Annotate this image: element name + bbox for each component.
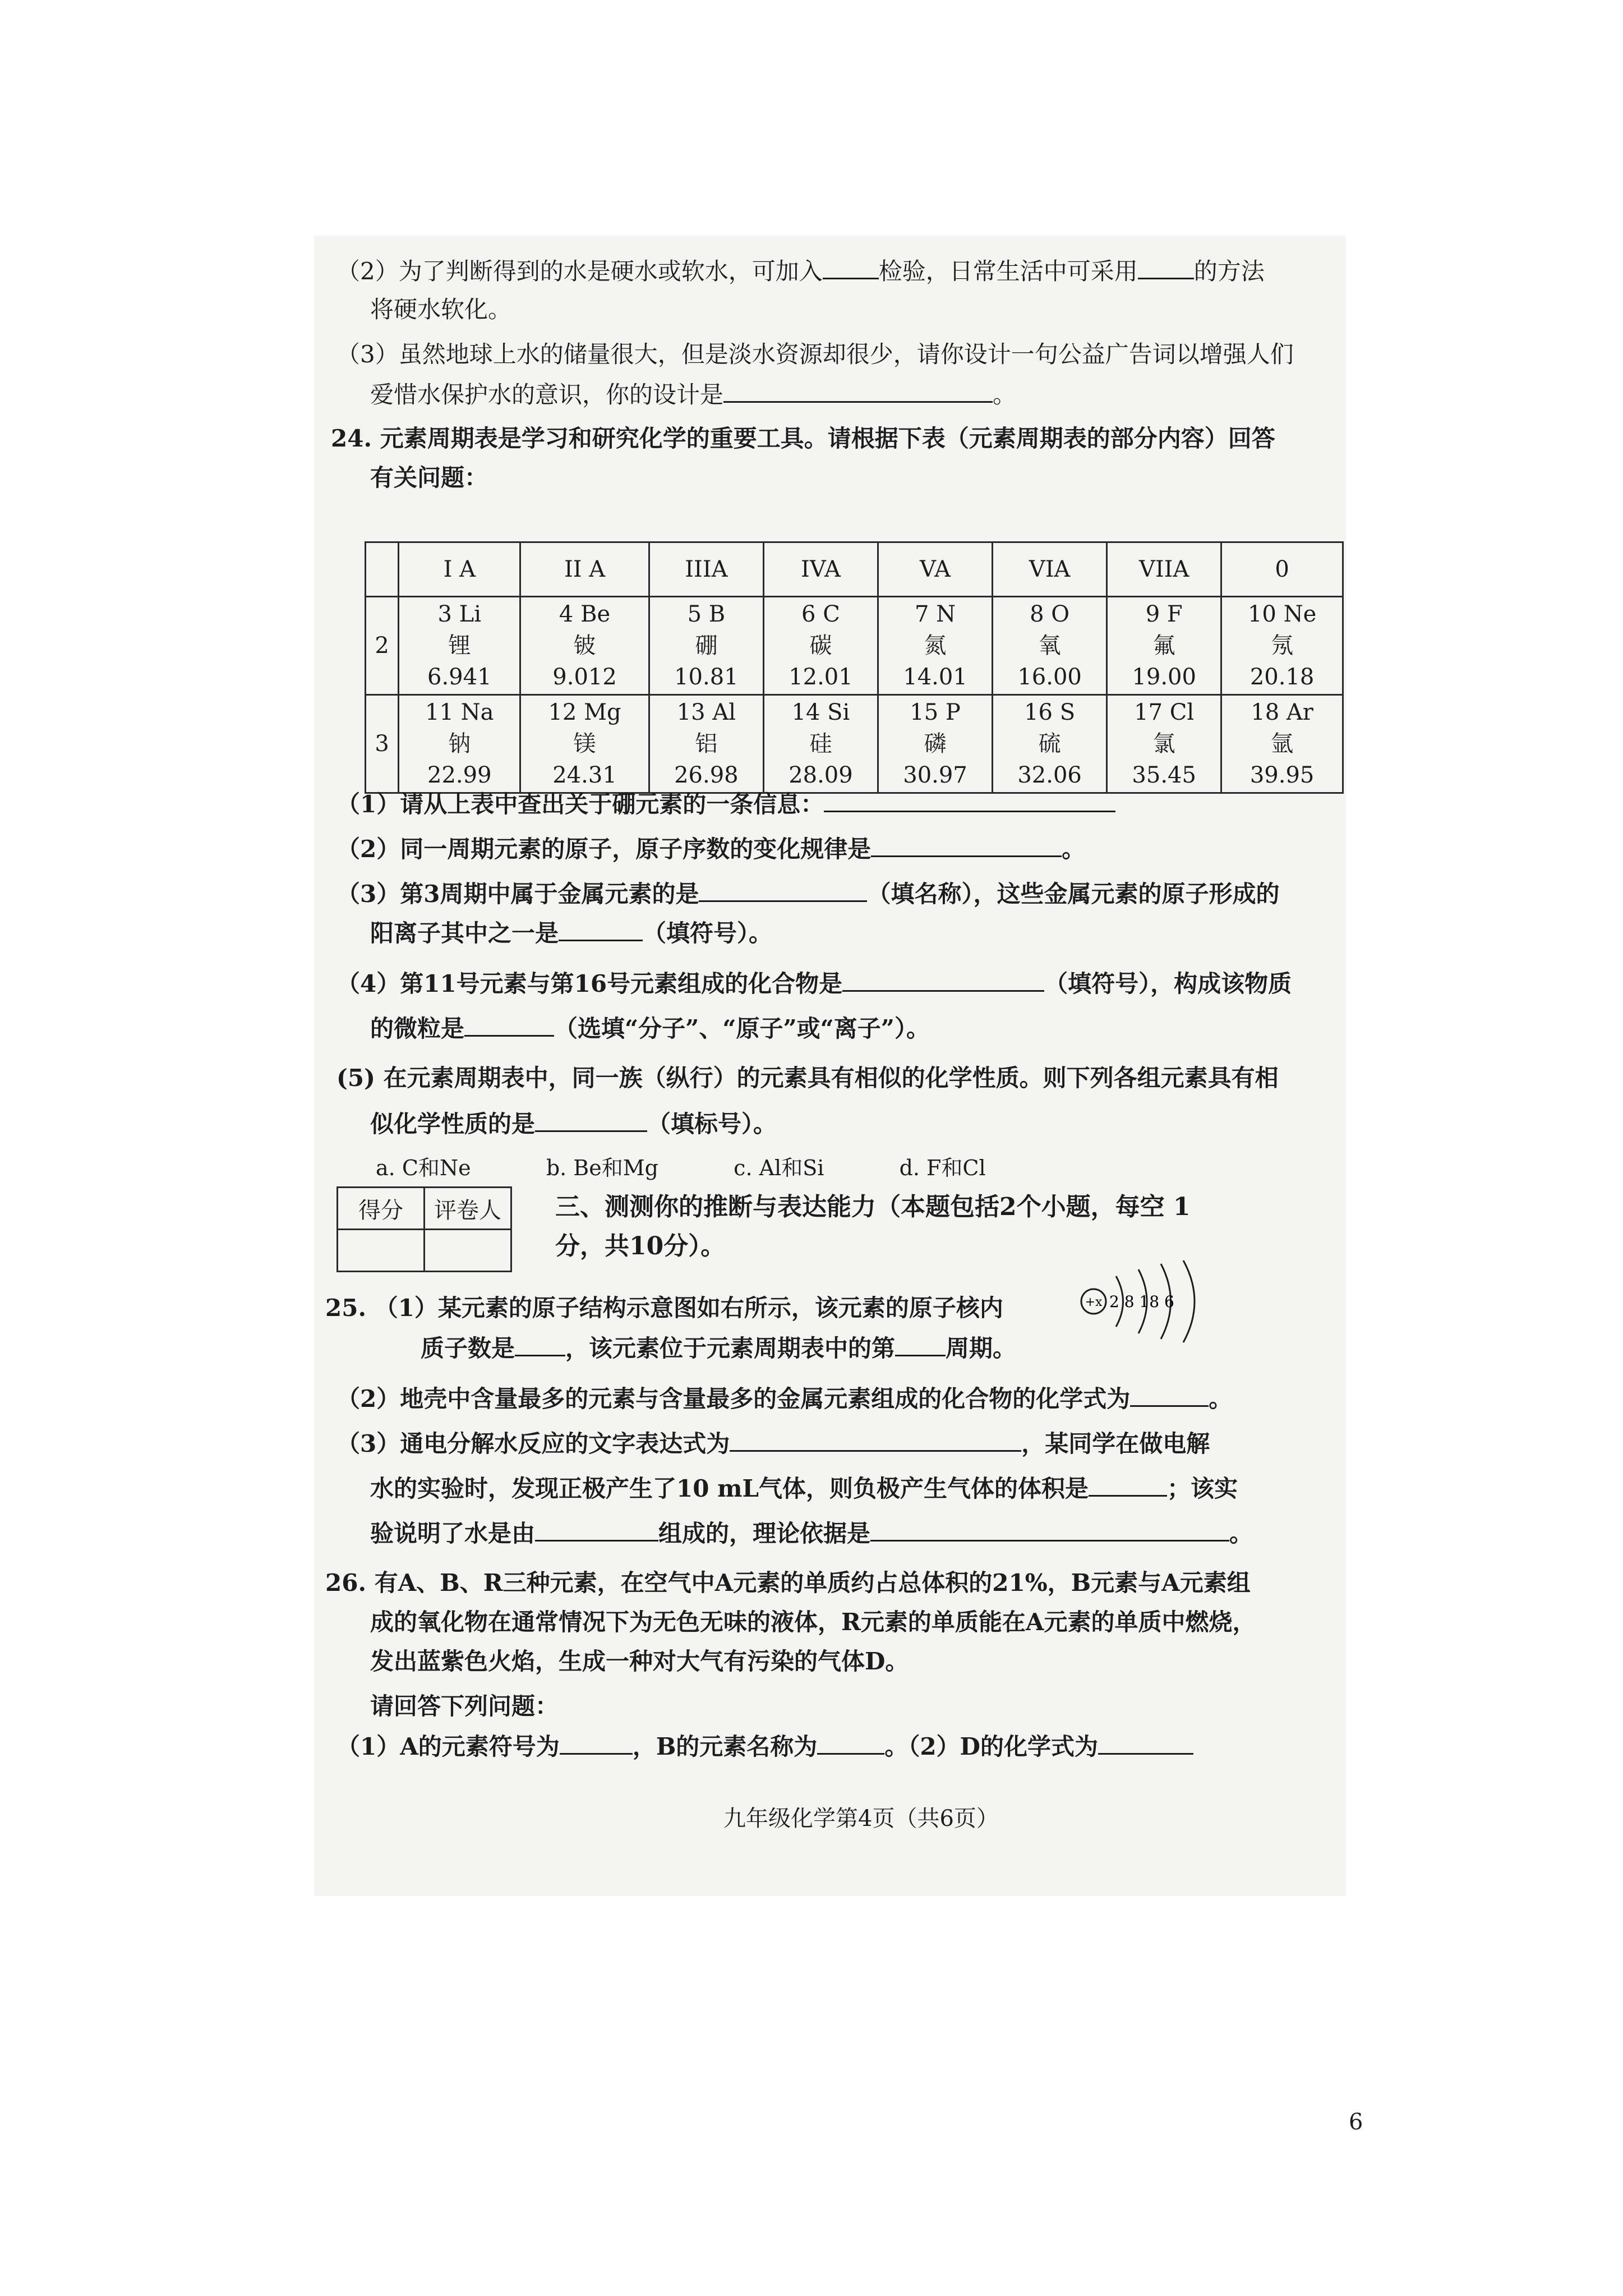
- header-cell: VIA: [993, 542, 1107, 597]
- score-box: [336, 1186, 512, 1272]
- page-footer: 九年级化学第4页（共6页）: [723, 1806, 999, 1832]
- q24-options: [376, 1153, 986, 1183]
- answer-blank[interactable]: [464, 1013, 554, 1037]
- answer-blank[interactable]: [535, 1517, 658, 1542]
- answer-blank[interactable]: [817, 1731, 884, 1755]
- q25-part3-line2: 水的实验时，发现正极产生了10 mL气体，则负极产生气体的体积是 ；该实: [370, 1473, 1238, 1504]
- periodic-table-row-period-3: [366, 695, 1343, 793]
- period-label: 3: [366, 695, 399, 793]
- section3-title-line1: 三、测测你的推断与表达能力（本题包括2个小题，每空 1: [555, 1193, 1191, 1221]
- q24-sub4-line2: 的微粒是 （选填“分子”、“原子”或“离子”）。: [370, 1013, 930, 1044]
- answer-blank[interactable]: [895, 1332, 946, 1356]
- answer-blank[interactable]: [535, 1108, 647, 1132]
- q24-sub4-line1: （4）第11号元素与第16号元素组成的化合物是 （填符号），构成该物质: [336, 968, 1292, 999]
- element-cell: 16 S 硫 32.06: [993, 695, 1107, 793]
- answer-blank[interactable]: [559, 917, 643, 941]
- atom-shell-electrons: 2 8 18 6: [1109, 1292, 1174, 1311]
- answer-blank[interactable]: [560, 1731, 633, 1755]
- atom-nucleus-label: +x: [1085, 1295, 1103, 1309]
- q26-line5: （1）A的元素符号为 ，B的元素名称为 。（2）D的化学式为: [336, 1731, 1193, 1762]
- q26-line1: 26. 有A、B、R三种元素，在空气中A元素的单质约占总体积的21%，B元素与A元素组: [325, 1569, 1251, 1596]
- q23-part3-line2: 爱惜水保护水的意识，你的设计是 。: [370, 379, 1016, 410]
- q25-part1-line2: 质子数是 ，该元素位于元素周期表中的第 周期。: [421, 1332, 1016, 1364]
- element-cell: 9 F 氟 19.00: [1107, 597, 1221, 695]
- element-cell: 4 Be 铍 9.012: [520, 597, 649, 695]
- header-cell: VA: [878, 542, 992, 597]
- header-cell: I A: [399, 542, 520, 597]
- element-cell: 14 Si 硅 28.09: [763, 695, 878, 793]
- header-cell: [366, 542, 399, 597]
- period-label: 2: [366, 597, 399, 695]
- answer-blank[interactable]: [730, 1428, 1021, 1452]
- element-cell: 7 N 氮 14.01: [878, 597, 992, 695]
- element-cell: 11 Na 钠 22.99: [399, 695, 520, 793]
- grader-cell[interactable]: [425, 1230, 511, 1272]
- q26-line2: 成的氧化物在通常情况下为无色无味的液体，R元素的单质能在A元素的单质中燃烧，: [370, 1608, 1256, 1636]
- periodic-table: [365, 541, 1344, 794]
- q26-line4: 请回答下列问题：: [370, 1692, 559, 1720]
- answer-blank[interactable]: [842, 968, 1044, 992]
- q23-part2-line2: 将硬水软化。: [370, 296, 512, 323]
- q23-part2-line1: （2）为了判断得到的水是硬水或软水，可加入 检验，日常生活中可采用 的方法: [336, 255, 1265, 287]
- q26-line3: 发出蓝紫色火焰，生成一种对大气有污染的气体D。: [370, 1648, 909, 1675]
- q24-sub5-line1: (5) 在元素周期表中，同一族（纵行）的元素具有相似的化学性质。则下列各组元素具有相: [336, 1064, 1279, 1092]
- answer-blank[interactable]: [1130, 1383, 1209, 1407]
- answer-blank[interactable]: [699, 878, 867, 902]
- atomic-structure-diagram: [1077, 1259, 1223, 1343]
- score-cell[interactable]: [338, 1230, 425, 1272]
- q24-sub5-line2: 似化学性质的是 （填标号）。: [370, 1108, 777, 1139]
- option-d: d. F和Cl: [899, 1156, 986, 1180]
- q24-intro-line1: 24. 元素周期表是学习和研究化学的重要工具。请根据下表（元素周期表的部分内容）回答: [331, 425, 1275, 452]
- header-cell: IVA: [763, 542, 878, 597]
- score-label: 得分: [338, 1188, 425, 1230]
- periodic-table-row-period-2: [366, 597, 1343, 695]
- q25-part3-line3: 验说明了水是由 组成的，理论依据是 。: [370, 1517, 1253, 1549]
- answer-blank[interactable]: [1089, 1473, 1167, 1497]
- answer-blank[interactable]: [723, 379, 993, 403]
- element-cell: 17 Cl 氯 35.45: [1107, 695, 1221, 793]
- answer-blank[interactable]: [870, 1517, 1229, 1542]
- header-cell: II A: [520, 542, 649, 597]
- page-number: 6: [1349, 2109, 1363, 2135]
- answer-blank[interactable]: [515, 1332, 565, 1356]
- element-cell: 3 Li 锂 6.941: [399, 597, 520, 695]
- q24-sub1: （1）请从上表中查出关于硼元素的一条信息：: [336, 788, 1115, 820]
- q25-part2: （2）地壳中含量最多的元素与含量最多的金属元素组成的化合物的化学式为 。: [336, 1383, 1232, 1414]
- answer-blank[interactable]: [871, 833, 1062, 857]
- element-cell: 6 C 碳 12.01: [763, 597, 878, 695]
- element-cell: 13 Al 铝 26.98: [649, 695, 763, 793]
- option-b: b. Be和Mg: [546, 1156, 658, 1180]
- answer-blank[interactable]: [1138, 255, 1194, 279]
- q25-part1-line1: 25. （1）某元素的原子结构示意图如右所示，该元素的原子核内: [325, 1294, 1003, 1322]
- element-cell: 12 Mg 镁 24.31: [520, 695, 649, 793]
- answer-blank[interactable]: [1098, 1731, 1193, 1755]
- option-c: c. Al和Si: [734, 1156, 824, 1180]
- header-cell: VIIA: [1107, 542, 1221, 597]
- q24-sub3-line2: 阳离子其中之一是 （填符号）。: [370, 917, 772, 949]
- element-cell: 8 O 氧 16.00: [993, 597, 1107, 695]
- q24-sub3-line1: （3）第3周期中属于金属元素的是 （填名称），这些金属元素的原子形成的: [336, 878, 1279, 909]
- answer-blank[interactable]: [824, 788, 1115, 812]
- q23-part3-line1: （3）虽然地球上水的储量很大，但是淡水资源却很少，请你设计一句公益广告词以增强人们: [336, 341, 1294, 368]
- section3-title-line2: 分，共10分）。: [555, 1232, 726, 1260]
- option-a: a. C和Ne: [376, 1156, 471, 1180]
- element-cell: 5 B 硼 10.81: [649, 597, 763, 695]
- element-cell: 10 Ne 氖 20.18: [1221, 597, 1343, 695]
- q24-sub2: （2）同一周期元素的原子，原子序数的变化规律是 。: [336, 833, 1085, 864]
- periodic-table-header-row: [366, 542, 1343, 597]
- q25-part3-line1: （3）通电分解水反应的文字表达式为 ，某同学在做电解: [336, 1428, 1210, 1459]
- header-cell: 0: [1221, 542, 1343, 597]
- answer-blank[interactable]: [823, 255, 879, 279]
- element-cell: 18 Ar 氩 39.95: [1221, 695, 1343, 793]
- header-cell: IIIA: [649, 542, 763, 597]
- element-cell: 15 P 磷 30.97: [878, 695, 992, 793]
- q24-intro-line2: 有关问题：: [370, 464, 488, 491]
- grader-label: 评卷人: [425, 1188, 511, 1230]
